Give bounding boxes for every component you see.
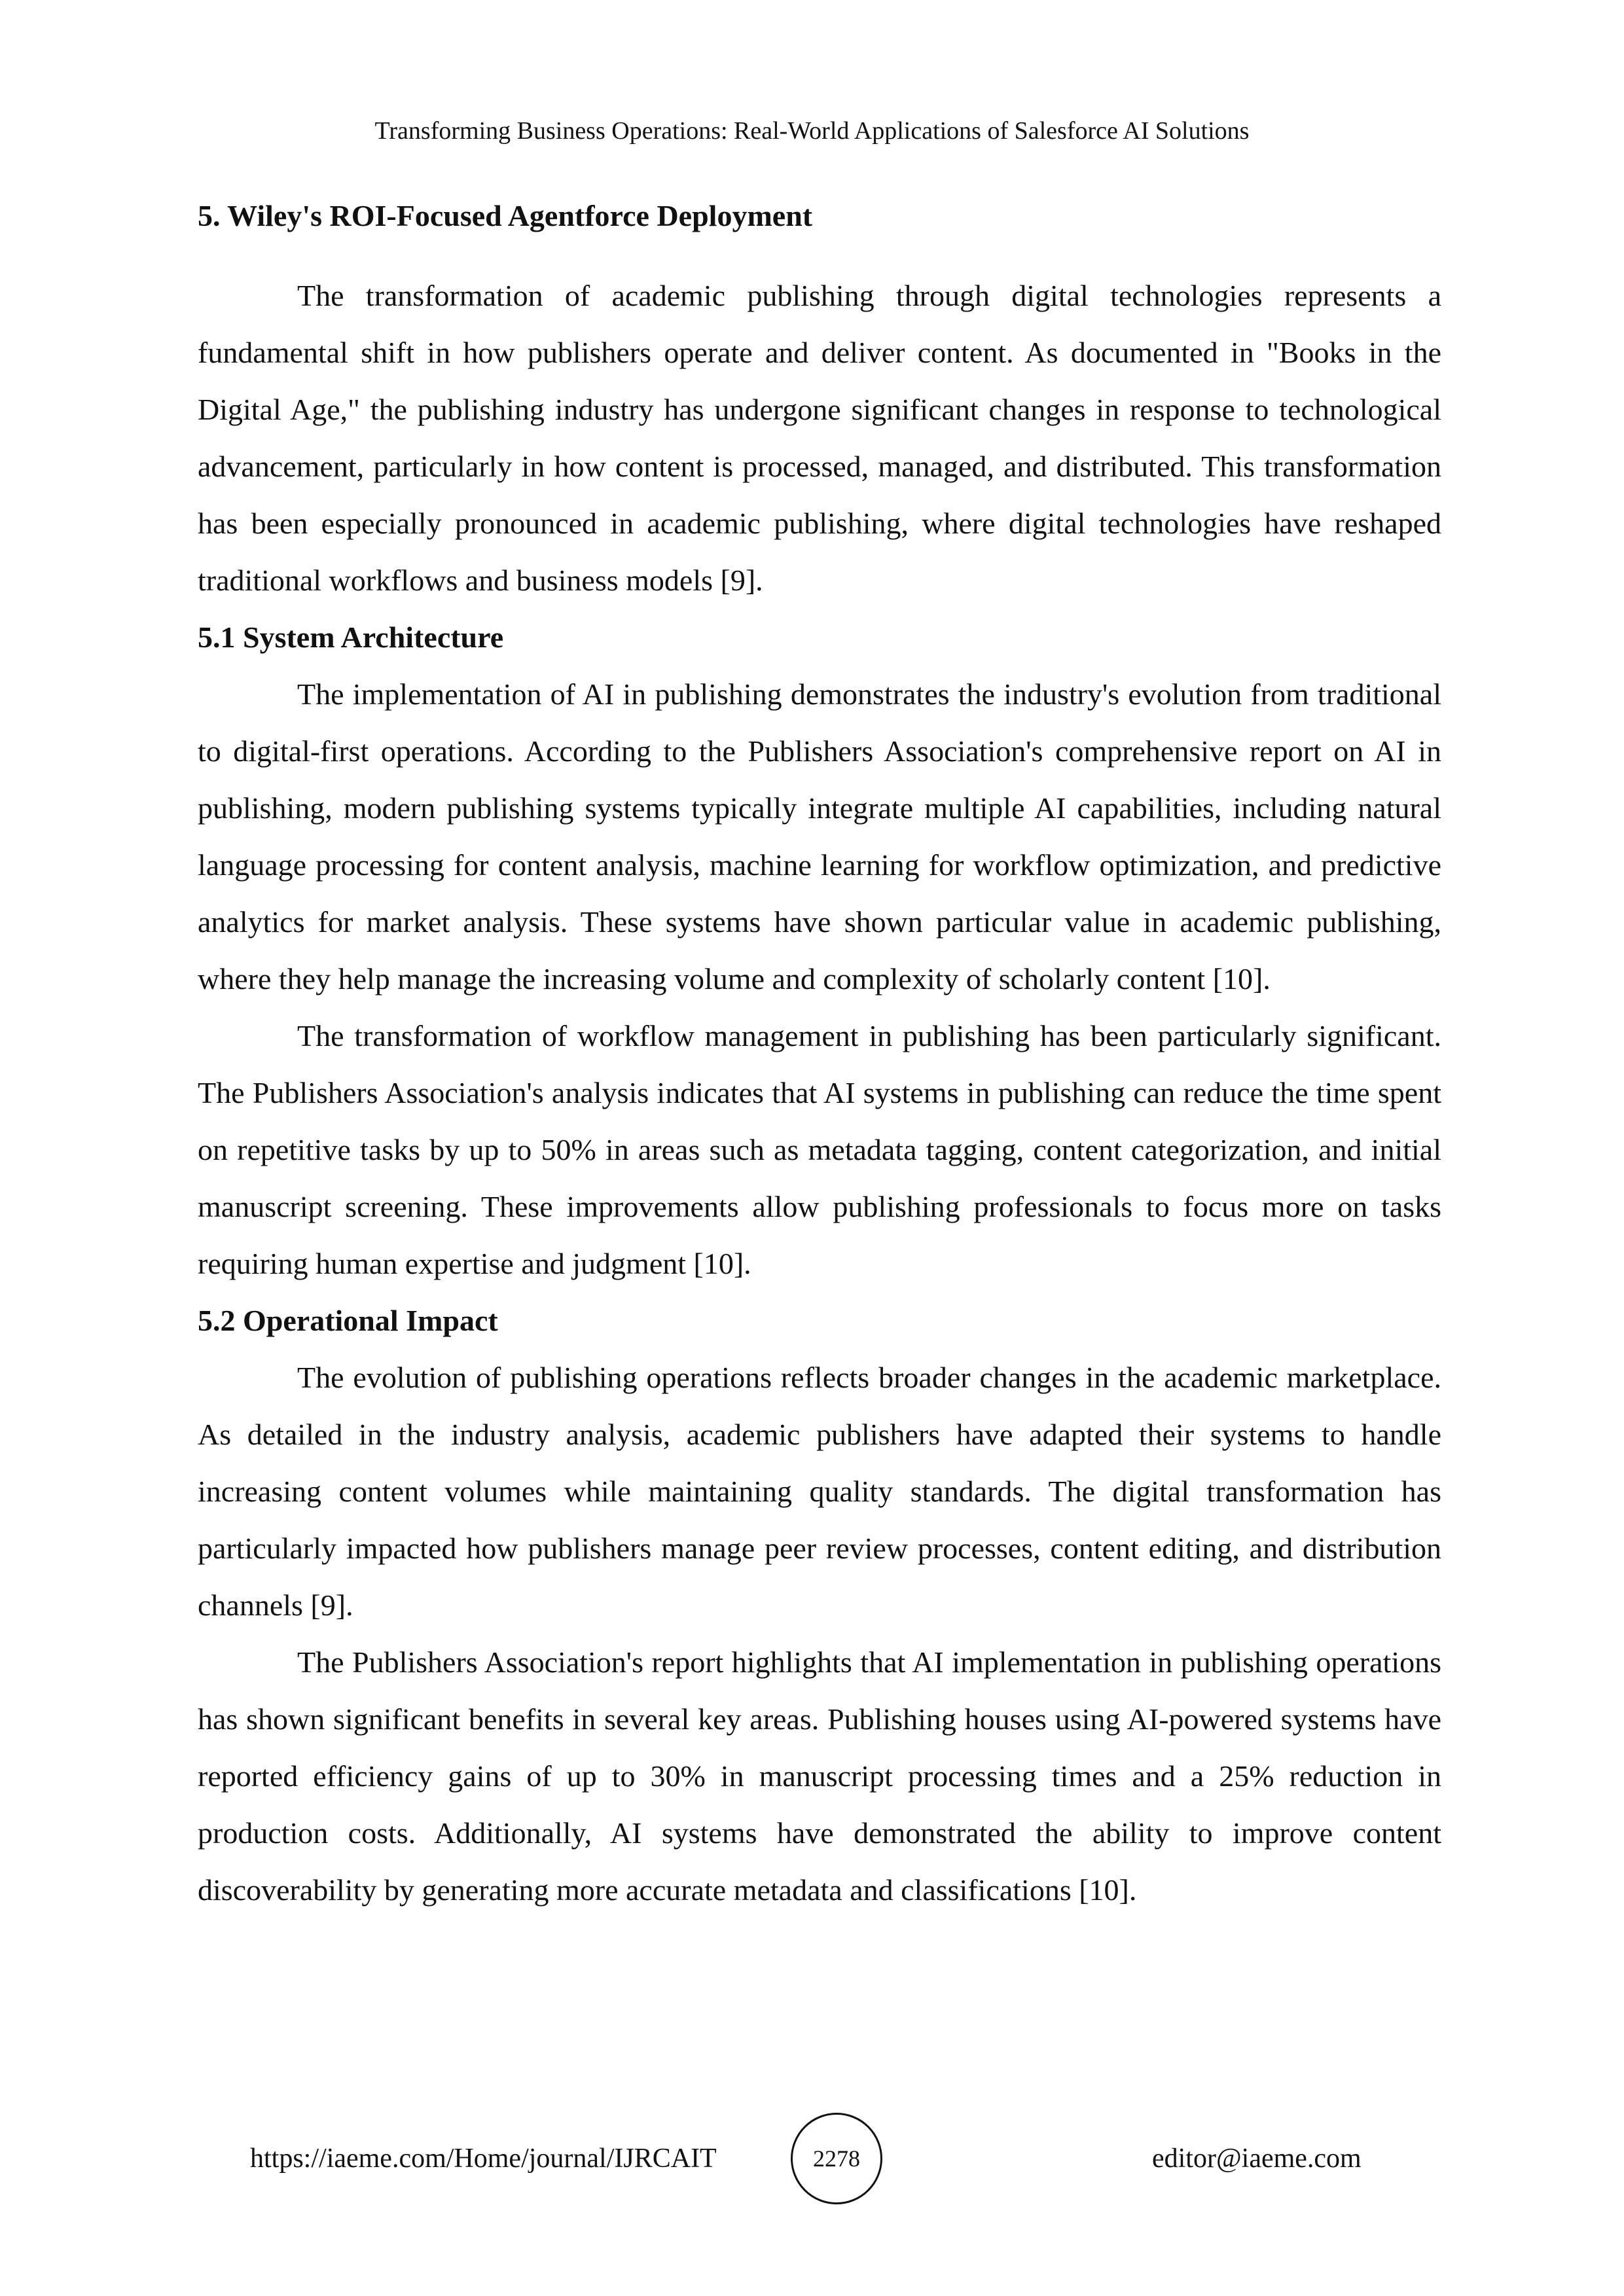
paragraph: The Publishers Association's report highlights that AI implementation in publishing operations has shown significant benefits in several key areas. Publishing houses using AI-powered systems have reported efficiency gains of up to 30% in manuscript processing times and a 25% reduction in production costs. Additionally, AI systems have demonstrated the ability to improve content discoverability by generating more accurate metadata and classifications [10]. <box>198 1645 1441 1907</box>
section-title: 5. Wiley's ROI-Focused Agentforce Deployment <box>198 199 813 232</box>
paragraph: The implementation of AI in publishing demonstrates the industry's evolution from traditional to digital-first operations. According to the Publishers Association's comprehensive report on AI in publishing, modern publishing systems typically integrate multiple AI capabilities, including natural language processing for content analysis, machine learning for workflow optimization, and predictive analytics for market analysis. These systems have shown particular value in academic publishing, where they help manage the increasing volume and complexity of scholarly content [10]. <box>198 677 1441 996</box>
subsection-title-operational-impact: 5.2 Operational Impact <box>198 1304 498 1337</box>
subsection-title-system-architecture: 5.1 System Architecture <box>198 620 504 654</box>
editor-email-link[interactable]: editor@iaeme.com <box>1152 2144 1362 2174</box>
page-number: 2278 <box>813 2145 860 2172</box>
paragraph: The transformation of workflow management in publishing has been particularly significant. The Publishers Association's analysis indicates that AI systems in publishing can reduce the time spent on repetitive tasks by up to 50% in areas such as metadata tagging, content categorization, and initial manuscript screening. These improvements allow publishing professionals to focus more on tasks requiring human expertise and judgment [10]. <box>198 1019 1441 1280</box>
paragraph: The evolution of publishing operations reflects broader changes in the academic marketplace. As detailed in the industry analysis, academic publishers have adapted their systems to handle increasing content volumes while maintaining quality standards. The digital transformation has particularly impacted how publishers manage peer review processes, content editing, and distribution channels [9]. <box>198 1361 1441 1622</box>
running-header: Transforming Business Operations: Real-World Applications of Salesforce AI Solutions <box>374 117 1250 145</box>
page-footer <box>0 2113 1624 2204</box>
page-number-badge <box>791 2113 882 2204</box>
journal-url-link[interactable]: https://iaeme.com/Home/journal/IJRCAIT <box>250 2144 717 2174</box>
main-content <box>198 196 1441 1918</box>
paragraph: The transformation of academic publishing through digital technologies represents a fundamental shift in how publishers operate and deliver content. As documented in "Books in the Digital Age," the publishing industry has undergone significant changes in response to technological advancement, particularly in how content is processed, managed, and distributed. This transformation has been especially pronounced in academic publishing, where digital technologies have reshaped traditional workflows and business models [9]. <box>198 279 1441 597</box>
